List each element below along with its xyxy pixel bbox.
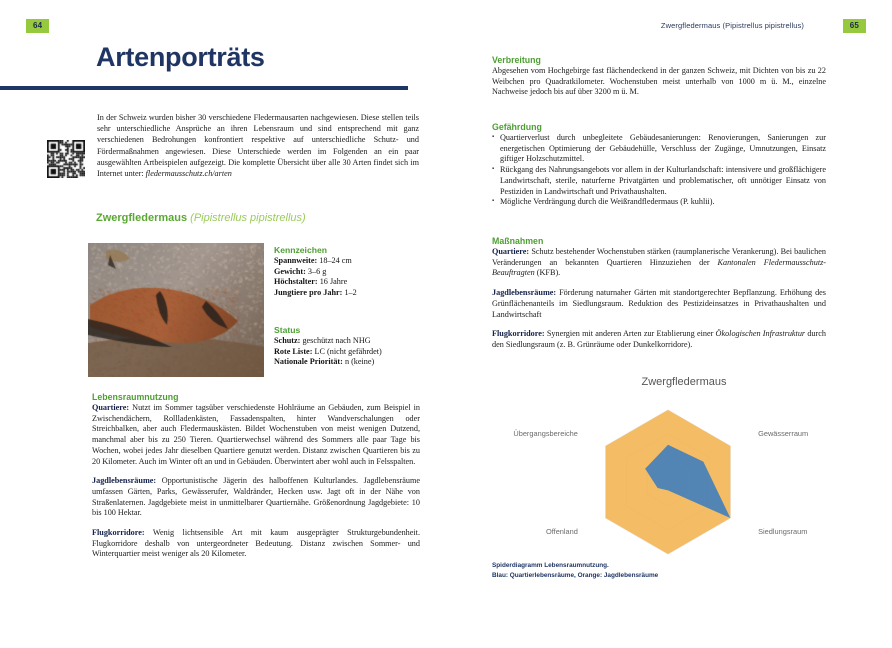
chart-title: Zwergfledermaus — [641, 376, 727, 388]
page-number-right: 65 — [843, 19, 866, 33]
gefaehrdung-item: ▪ Rückgang des Nahrungsangebots vor allem in der Kulturlandschaft: intensivere und großflächigere Landwirtschaft, sterile, naturferne Privatgärten und problematischer, oft unnötiger Einsatz von Pestiziden in Landwirtschaft und Privathaushalten. — [492, 165, 826, 197]
paragraph-text-tail: durch den Siedlungsraum (z. B. Grünräume oder Dunkelkorridore). — [492, 329, 826, 349]
chart-caption — [492, 561, 812, 580]
verbreitung-heading: Verbreitung — [492, 55, 541, 65]
radar-svg — [486, 390, 882, 560]
kennzeichen-value: 3–6 g — [305, 266, 327, 276]
gefaehrdung-item: ▪ Mögliche Verdrängung durch die Weißrandfledermaus (P. kuhlii). — [492, 197, 826, 208]
kennzeichen-value: 1–2 — [342, 287, 357, 297]
lebensraumnutzung-section — [92, 392, 420, 569]
page-number-left: 64 — [26, 19, 49, 33]
paragraph-lead: Jagdlebensräume: — [492, 288, 557, 298]
kennzeichen-label: Spannweite: — [274, 256, 318, 265]
gefaehrdung-heading: Gefährdung — [492, 122, 542, 132]
radar-axis-label: Übergangsbereiche — [513, 429, 578, 438]
radar-axis-label: Gewässerraum — [758, 429, 809, 438]
status-heading: Status — [274, 325, 301, 335]
status-label: Rote Liste: — [274, 346, 313, 356]
lebensraumnutzung-heading: Lebensraumnutzung — [92, 392, 179, 402]
paragraph-text: Opportunistische Jägerin des halboffenen Kulturlandes. Jagdlebensräume umfassen Gärten, Parks, Gewässerufer, Waldränder, Hecken usw. Jagt oft in der Nähe von Straßenlaternen. Jagdgebiete meist in unmittelbarer Quartiernähe. Größenordnung Jagdgebiete: 10 bis 100 Hektar. — [92, 476, 420, 518]
status-row — [274, 357, 434, 368]
kennzeichen-block — [274, 245, 424, 298]
lebensraum-paragraph — [92, 403, 420, 467]
status-value: LC (nicht gefährdet) — [312, 346, 382, 356]
intro-paragraph — [97, 112, 419, 179]
gefaehrdung-list — [492, 133, 826, 208]
chart-caption-line2: Blau: Quartierlebensräume, Orange: Jagdlebensräume — [492, 571, 659, 579]
kennzeichen-label: Gewicht: — [274, 266, 306, 276]
lebensraum-paragraph — [92, 476, 420, 519]
intro-link[interactable]: fledermausschutz.ch/arten — [145, 169, 232, 179]
status-label: Nationale Priorität: — [274, 357, 343, 367]
paragraph-text-tail: (KFB). — [534, 268, 561, 278]
massnahmen-paragraph — [492, 288, 826, 320]
massnahmen-paragraph — [492, 329, 826, 350]
running-head: Zwergfledermaus (Pipistrellus pipistrellus) — [660, 21, 804, 30]
kennzeichen-row — [274, 256, 424, 267]
status-value: geschützt nach NHG — [300, 336, 371, 345]
species-heading — [96, 212, 306, 224]
kennzeichen-label: Höchstalter: — [274, 277, 318, 287]
title-rule — [0, 86, 408, 90]
species-latin-name: (Pipistrellus pipistrellus) — [190, 212, 306, 224]
kennzeichen-label: Jungtiere pro Jahr: — [274, 287, 343, 297]
kennzeichen-row — [274, 277, 424, 288]
bat-photo — [88, 243, 264, 377]
radar-axis-label: Siedlungsraum — [758, 527, 808, 536]
gefaehrdung-item: ▪ Quartierverlust durch unbegleitete Gebäudesanierungen: Renovierungen, Sanierungen zur energetischen Optimierung der Gebäudehülle, Verschluss der Zugänge, Umnutzungen, Einsatz giftiger Holzschutzmittel. — [492, 133, 826, 165]
kennzeichen-row — [274, 288, 424, 299]
massnahmen-section — [492, 236, 826, 360]
gefaehrdung-section — [492, 122, 826, 208]
lebensraum-paragraph — [92, 528, 420, 560]
species-name: Zwergfledermaus — [96, 212, 188, 224]
paragraph-text: Schutz bestehender Wochenstuben stärken (raumplanerische Verankerung). Bei baulichen Veränderungen an bekannten Quartieren Hinzuziehen der — [492, 247, 826, 267]
massnahmen-heading: Maßnahmen — [492, 236, 544, 246]
paragraph-text: Nutzt im Sommer tagsüber verschiedenste Hohlräume an Gebäuden, zum Beispiel in Zwischendächern, Rollladenkästen, Fassadenspalten, hinter Wandverschalungen oder Streichbalken, aber auch Fledermauskästen. Bildet Wochenstuben von meist wenigen Dutzend, manchmal aber bis zu 250 Tieren. Quartierwechsel während des Sommers alle paar Tage bis Wochen, wobei jedes Jahr dieselben Quartiere genutzt werden. Distanz zwischen Quartieren bis zu 20 Kilometer. Auch im Winter oft an und in Gebäuden. Überwintert aber wohl auch in Felsspalten. — [92, 403, 420, 466]
kennzeichen-value: 18–24 cm — [317, 256, 352, 265]
status-row — [274, 336, 434, 347]
spider-chart — [486, 376, 882, 561]
chart-caption-line1: Spiderdiagramm Lebensraumnutzung. — [492, 562, 609, 569]
qr-code-icon — [47, 140, 85, 178]
status-label: Schutz: — [274, 336, 301, 345]
paragraph-text: Synergien mit anderen Arten zur Etablierung einer — [544, 329, 716, 339]
kennzeichen-row — [274, 267, 424, 278]
paragraph-lead: Flugkorridore: — [92, 528, 145, 538]
status-block — [274, 325, 434, 368]
verbreitung-text: Abgesehen vom Hochgebirge fast flächendeckend in der ganzen Schweiz, mit Dichten von bis zu 22 Weibchen pro Quadratkilometer. Wochenstuben meist unterhalb von 1000 m ü. M., einzelne Nachweise jedoch bis auf über 3200 m ü. M. — [492, 66, 826, 97]
verbreitung-section — [492, 55, 826, 98]
intro-text: In der Schweiz wurden bisher 30 verschiedene Fledermausarten nachgewiesen. Diese stellen teils sehr unterschiedliche Ansprüche an ihren Lebensraum und sind entsprechend mit ganz verschiedenen Bedrohungen konfrontiert respektive auf unterschiedliche Schutz- und Fördermaßnahmen angewiesen. Diese Unterschiede werden im Folgenden an ein paar ausgewählten Artbeispielen aufgezeigt. Die komplette Übersicht über alle 30 Arten findet sich im Internet unter: — [97, 113, 419, 179]
paragraph-lead: Quartiere: — [92, 403, 130, 412]
paragraph-lead: Quartiere: — [492, 247, 530, 256]
paragraph-lead: Flugkorridore: — [492, 329, 545, 339]
kennzeichen-heading: Kennzeichen — [274, 245, 328, 255]
paragraph-emphasis: Kantonalen Fledermausschutz-Beauftragten — [492, 257, 827, 278]
radar-axis-label: Offenland — [545, 527, 578, 536]
paragraph-text: Wenig lichtsensible Art mit kaum ausgeprägter Strukturgebundenheit. Flugkorridore deshalb von untergeordneter Bedeutung. Distanz zwischen Sommer- und Winterquartier meist weniger als 20 Kilometer. — [92, 528, 420, 559]
status-row — [274, 347, 434, 358]
page-title: Artenporträts — [96, 42, 265, 72]
massnahmen-paragraph — [492, 247, 826, 279]
paragraph-emphasis: Ökologischen Infrastruktur — [715, 329, 806, 339]
status-value: n (keine) — [342, 357, 375, 367]
kennzeichen-value: 16 Jahre — [317, 277, 348, 287]
paragraph-lead: Jagdlebensräume: — [92, 476, 157, 486]
paragraph-text: Förderung naturnaher Gärten mit standortgerechter Bepflanzung. Erhöhung des Grünflächenanteils im Siedlungsraum. Reduktion des Pestizideinsatzes in Privathaushalten und Landwirtschaft — [492, 288, 826, 319]
